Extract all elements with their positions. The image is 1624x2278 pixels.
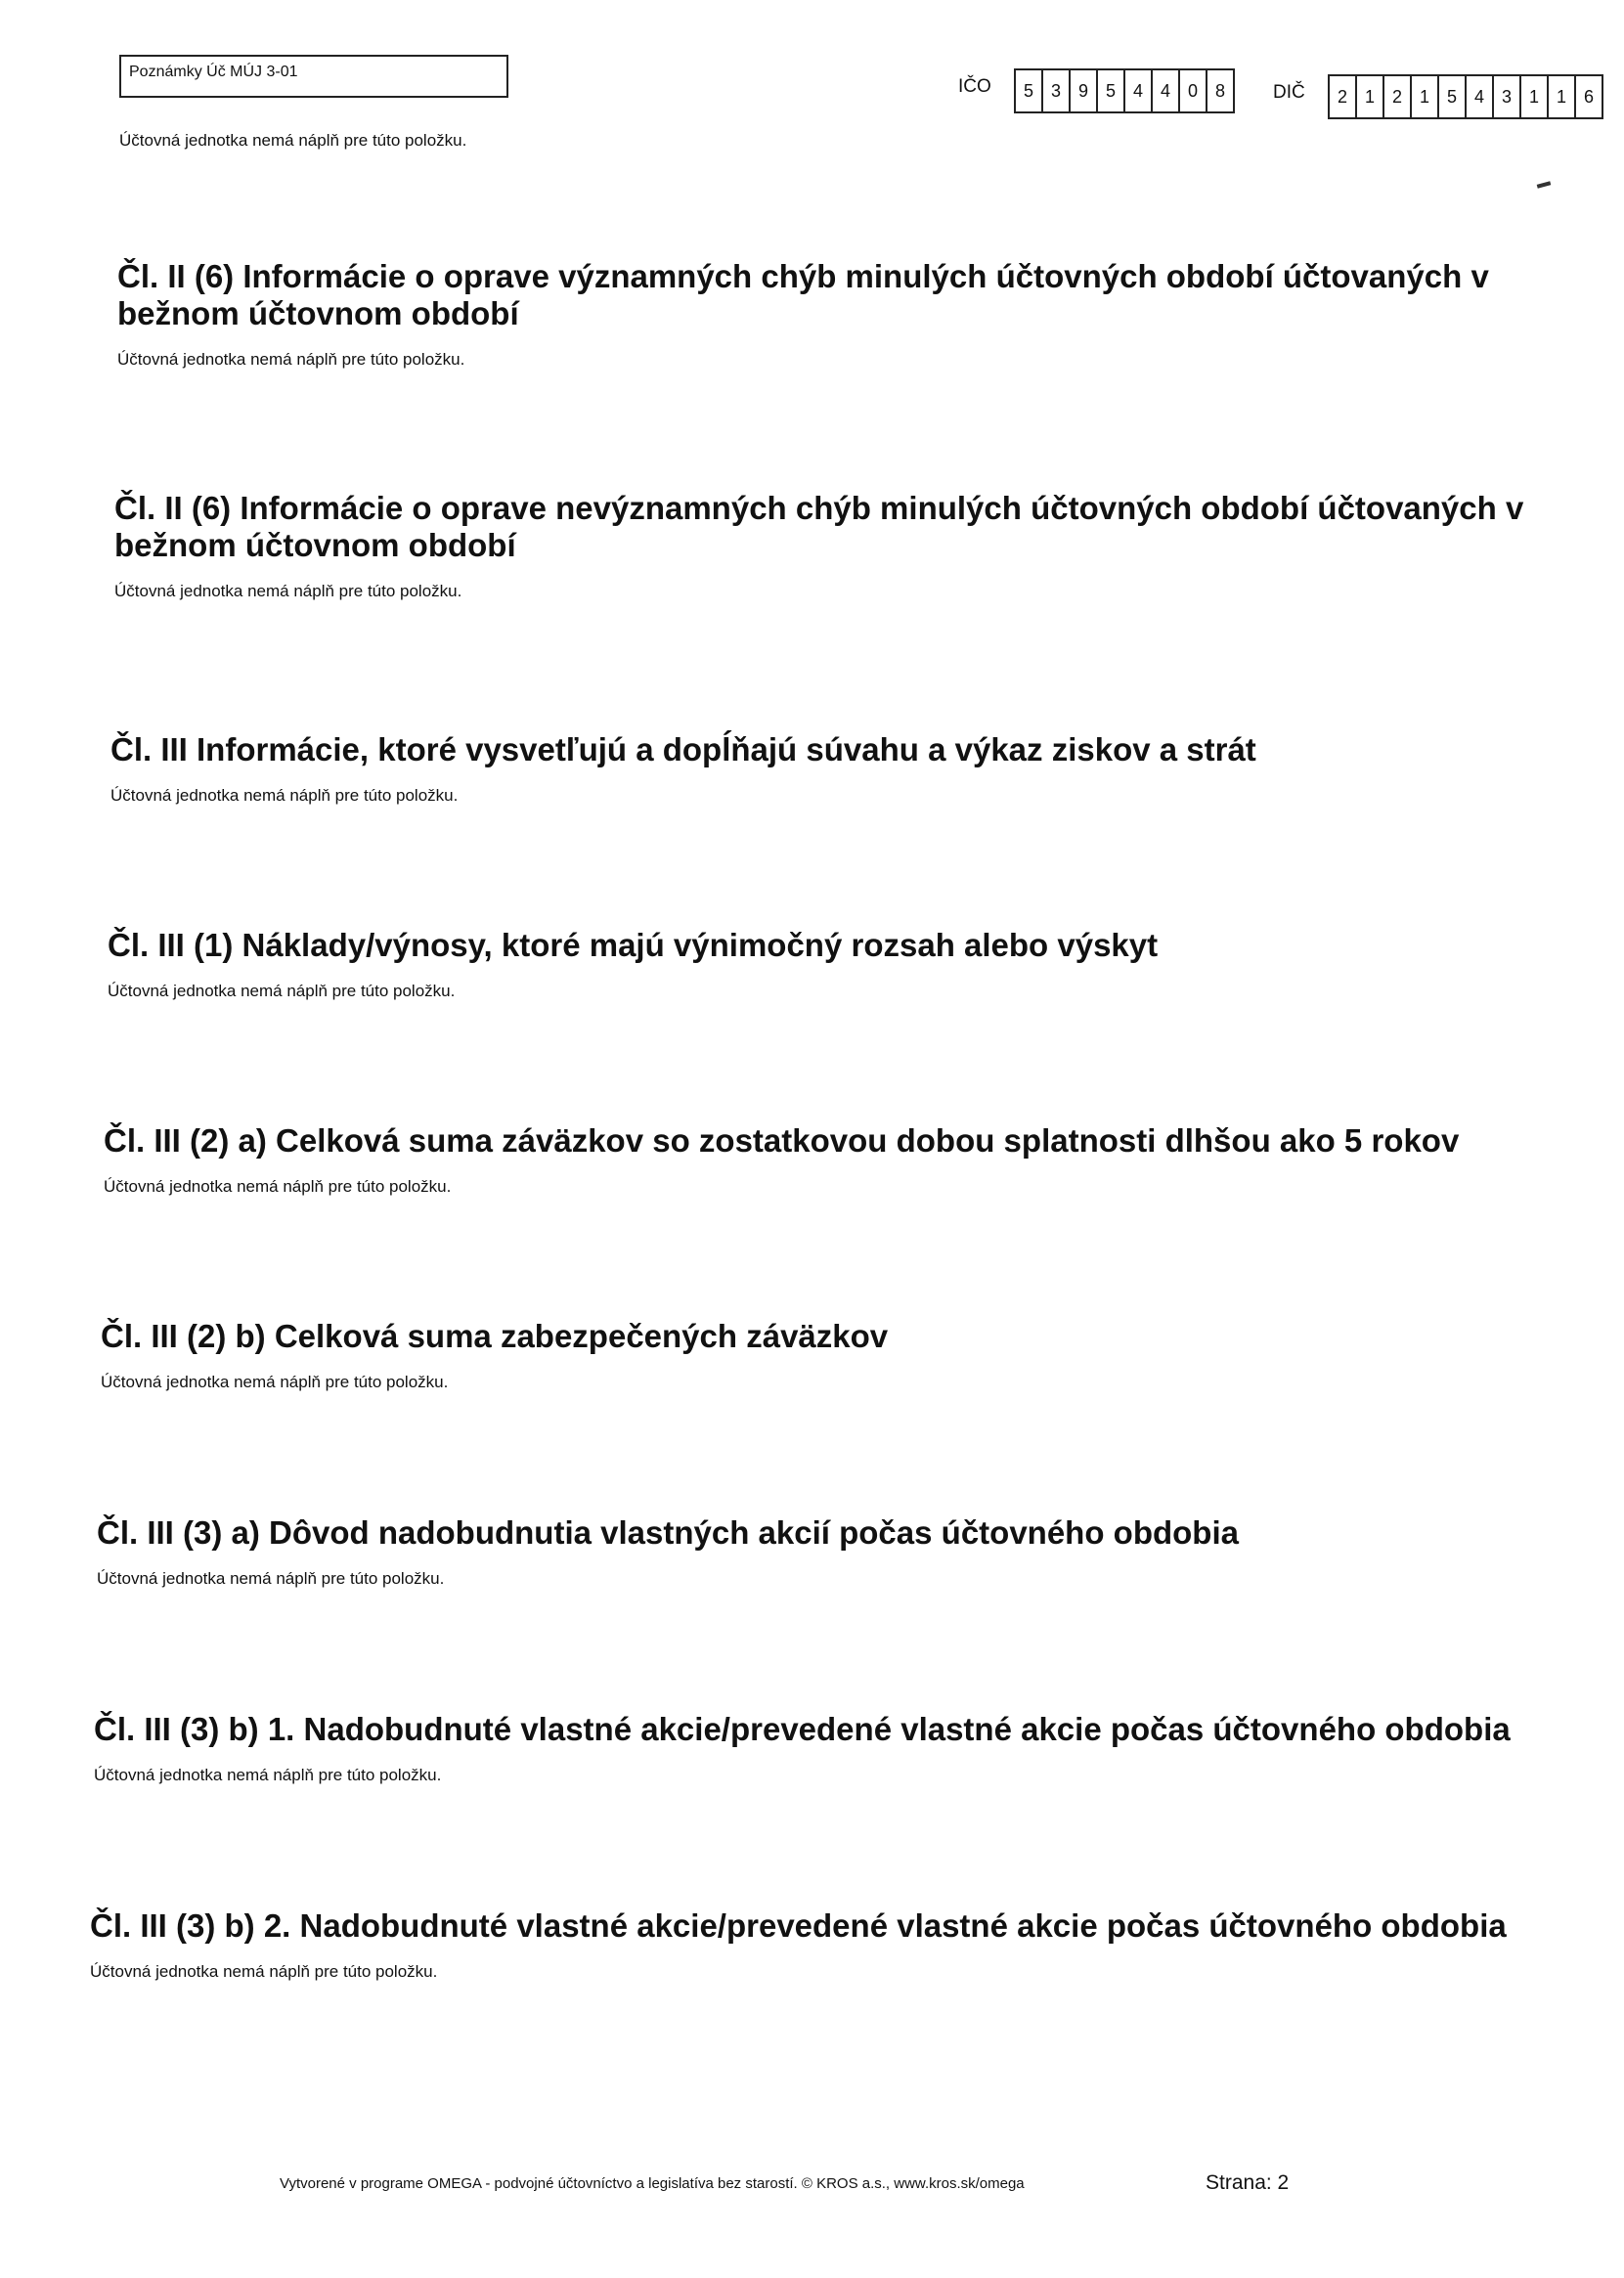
section-note: Účtovná jednotka nemá náplň pre túto položku. xyxy=(90,1962,438,1981)
section-note: Účtovná jednotka nemá náplň pre túto položku. xyxy=(104,1177,452,1196)
section-note: Účtovná jednotka nemá náplň pre túto položku. xyxy=(114,582,462,600)
section-8 xyxy=(94,1711,1541,1785)
section-note: Účtovná jednotka nemá náplň pre túto položku. xyxy=(110,786,459,805)
section-note: Účtovná jednotka nemá náplň pre túto položku. xyxy=(117,350,465,369)
ico-digit: 8 xyxy=(1207,70,1235,111)
first-note: Účtovná jednotka nemá náplň pre túto položku. xyxy=(119,131,467,150)
section-3 xyxy=(110,731,1558,806)
section-heading: Čl. II (6) Informácie o oprave významných chýb minulých účtovných období účtovaných v bežnom účtovnom období xyxy=(117,258,1489,331)
section-heading: Čl. III (1) Náklady/výnosy, ktoré majú výnimočný rozsah alebo výskyt xyxy=(108,927,1159,963)
section-note: Účtovná jednotka nemá náplň pre túto položku. xyxy=(94,1766,442,1784)
ico-digit: 9 xyxy=(1071,70,1098,111)
page-number: Strana: 2 xyxy=(1206,2171,1290,2194)
section-heading: Čl. III (3) b) 2. Nadobudnuté vlastné akcie/prevedené vlastné akcie počas účtovného obdobia xyxy=(90,1907,1507,1944)
section-note: Účtovná jednotka nemá náplň pre túto položku. xyxy=(97,1569,445,1588)
section-note: Účtovná jednotka nemá náplň pre túto položku. xyxy=(108,982,456,1000)
section-heading: Čl. II (6) Informácie o oprave nevýznamných chýb minulých účtovných období účtovaných v bežnom účtovnom období xyxy=(114,490,1524,563)
section-2 xyxy=(114,490,1561,601)
section-heading: Čl. III (3) b) 1. Nadobudnuté vlastné akcie/prevedené vlastné akcie počas účtovného obdobia xyxy=(94,1711,1511,1747)
section-heading: Čl. III Informácie, ktoré vysvetľujú a dopĺňajú súvahu a výkaz ziskov a strát xyxy=(110,731,1256,767)
section-1 xyxy=(117,258,1564,370)
section-note: Účtovná jednotka nemá náplň pre túto položku. xyxy=(101,1373,449,1391)
scan-speck xyxy=(1537,181,1552,188)
dic-digit: 1 xyxy=(1357,76,1384,117)
section-4 xyxy=(108,927,1555,1001)
dic-digit: 1 xyxy=(1412,76,1439,117)
ico-digit: 4 xyxy=(1153,70,1180,111)
section-heading: Čl. III (2) a) Celková suma záväzkov so zostatkovou dobou splatnosti dlhšou ako 5 rokov xyxy=(104,1122,1460,1159)
dic-digit-boxes xyxy=(1328,74,1603,119)
dic-digit: 2 xyxy=(1384,76,1412,117)
section-9 xyxy=(90,1907,1537,1982)
dic-digit: 1 xyxy=(1549,76,1576,117)
ico-digit: 0 xyxy=(1180,70,1207,111)
ico-digit-boxes xyxy=(1014,68,1235,113)
form-label-box: Poznámky Úč MÚJ 3-01 xyxy=(119,55,508,98)
section-heading: Čl. III (3) a) Dôvod nadobudnutia vlastných akcií počas účtovného obdobia xyxy=(97,1514,1239,1551)
ico-digit: 5 xyxy=(1016,70,1043,111)
ico-digit: 3 xyxy=(1043,70,1071,111)
ico-label: IČO xyxy=(958,76,991,97)
dic-digit: 5 xyxy=(1439,76,1467,117)
section-7 xyxy=(97,1514,1544,1589)
ico-digit: 4 xyxy=(1125,70,1153,111)
section-5 xyxy=(104,1122,1551,1197)
section-6 xyxy=(101,1318,1548,1392)
dic-digit: 4 xyxy=(1467,76,1494,117)
dic-digit: 1 xyxy=(1521,76,1549,117)
dic-digit: 6 xyxy=(1576,76,1603,117)
dic-digit: 2 xyxy=(1330,76,1357,117)
dic-label: DIČ xyxy=(1273,82,1305,103)
footer-text: Vytvorené v programe OMEGA - podvojné účtovníctvo a legislatíva bez starostí. © KROS a.s., www.kros.sk/omega xyxy=(280,2175,1025,2192)
section-heading: Čl. III (2) b) Celková suma zabezpečených záväzkov xyxy=(101,1318,889,1354)
ico-digit: 5 xyxy=(1098,70,1125,111)
dic-digit: 3 xyxy=(1494,76,1521,117)
